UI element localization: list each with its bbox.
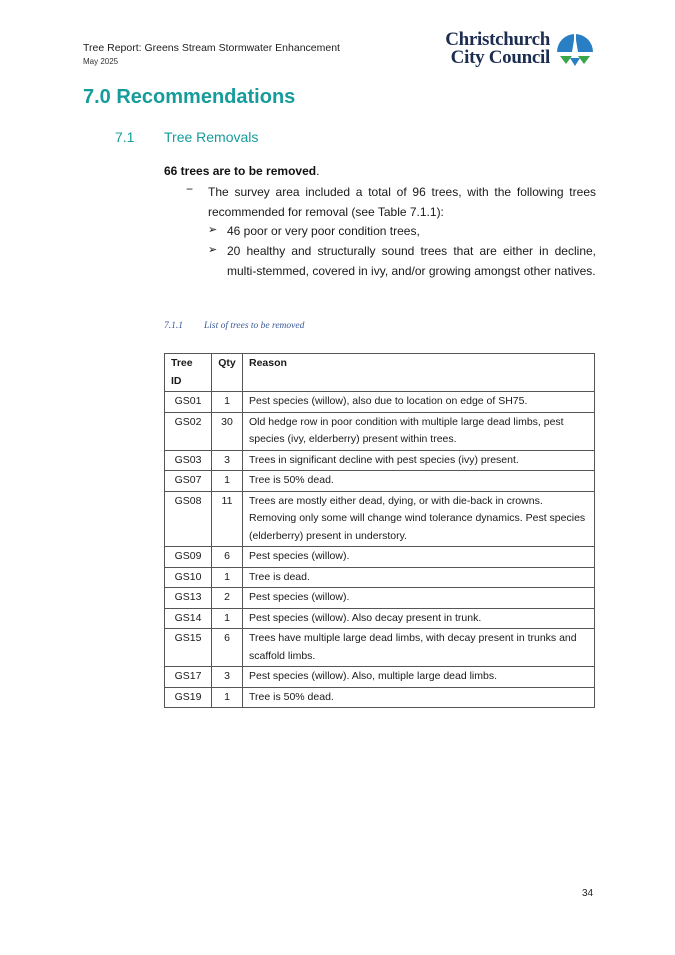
bullet-item: 20 healthy and structurally sound trees that are either in decline, multi-stemmed, covered in ivy, and/or growing amongst other natives. [227,244,596,278]
table-row [165,687,595,708]
cell-qty: 1 [212,392,243,413]
logo-text-line1: Christchurch [445,29,550,50]
lead-statement-bold: 66 trees are to be removed [164,164,317,178]
cell-reason: Pest species (willow). [243,547,595,568]
cell-tree-id: GS10 [165,567,212,588]
subsection-title: Tree Removals [164,129,259,145]
cell-qty: 6 [212,629,243,667]
document-header-title: Tree Report: Greens Stream Stormwater Enhancement [83,42,340,54]
table-caption [164,321,304,331]
cell-reason: Tree is dead. [243,567,595,588]
lead-statement-end: . [316,164,320,178]
table-caption-number: 7.1.1 [164,321,183,331]
cell-qty: 3 [212,667,243,688]
table-row [165,450,595,471]
table-row [165,608,595,629]
cell-qty: 3 [212,450,243,471]
table-row [165,567,595,588]
cell-tree-id: GS15 [165,629,212,667]
table-row [165,471,595,492]
cell-reason: Tree is 50% dead. [243,687,595,708]
table-row [165,392,595,413]
cell-qty: 1 [212,471,243,492]
table-caption-text: List of trees to be removed [204,321,305,331]
logo-text-line2: City Council [450,47,550,68]
cell-reason: Pest species (willow). Also, multiple large dead limbs. [243,667,595,688]
section-heading: 7.0 Recommendations [83,86,296,108]
cell-tree-id: GS01 [165,392,212,413]
cell-reason: Pest species (willow). [243,588,595,609]
arrow-bullet-icon: ➢ [208,224,218,236]
cell-reason: Pest species (willow), also due to location on edge of SH75. [243,392,595,413]
cathedral-logo-icon [554,30,596,70]
cell-tree-id: GS17 [165,667,212,688]
table-row [165,491,595,547]
cell-tree-id: GS07 [165,471,212,492]
cell-tree-id: GS19 [165,687,212,708]
cell-tree-id: GS13 [165,588,212,609]
table-row [165,667,595,688]
table-row [165,629,595,667]
cell-tree-id: GS02 [165,412,212,450]
table-row [165,412,595,450]
christchurch-city-council-logo [428,30,598,70]
header-reason: Reason [243,354,595,392]
survey-paragraph: The survey area included a total of 96 trees, with the following trees recommended for removal (see Table 7.1.1): [208,185,596,219]
cell-reason: Tree is 50% dead. [243,471,595,492]
cell-tree-id: GS14 [165,608,212,629]
arrow-bullet-icon: ➢ [208,244,218,256]
cell-qty: 2 [212,588,243,609]
bullet-item: 46 poor or very poor condition trees, [227,224,420,238]
cell-qty: 30 [212,412,243,450]
dash-bullet: − [186,182,194,196]
lead-statement [164,164,319,178]
table-header-row [165,354,595,392]
header-tree-id: Tree ID [165,354,212,392]
page-number: 34 [582,888,594,899]
tree-removal-table [164,353,595,708]
cell-qty: 11 [212,491,243,547]
cell-qty: 1 [212,608,243,629]
header-qty: Qty [212,354,243,392]
document-header-date: May 2025 [83,57,119,66]
cell-qty: 6 [212,547,243,568]
cell-reason: Old hedge row in poor condition with multiple large dead limbs, pest species (ivy, elderberry) present within trees. [243,412,595,450]
cell-reason: Pest species (willow). Also decay present in trunk. [243,608,595,629]
cell-qty: 1 [212,687,243,708]
cell-reason: Trees in significant decline with pest species (ivy) present. [243,450,595,471]
cell-tree-id: GS09 [165,547,212,568]
cell-reason: Trees have multiple large dead limbs, with decay present in trunks and scaffold limbs. [243,629,595,667]
table-row [165,588,595,609]
cell-tree-id: GS08 [165,491,212,547]
cell-reason: Trees are mostly either dead, dying, or with die-back in crowns. Removing only some will change wind tolerance dynamics. Pest species (elderberry) present in understory. [243,491,595,547]
cell-tree-id: GS03 [165,450,212,471]
table-row [165,547,595,568]
subsection-number: 7.1 [115,129,135,145]
cell-qty: 1 [212,567,243,588]
